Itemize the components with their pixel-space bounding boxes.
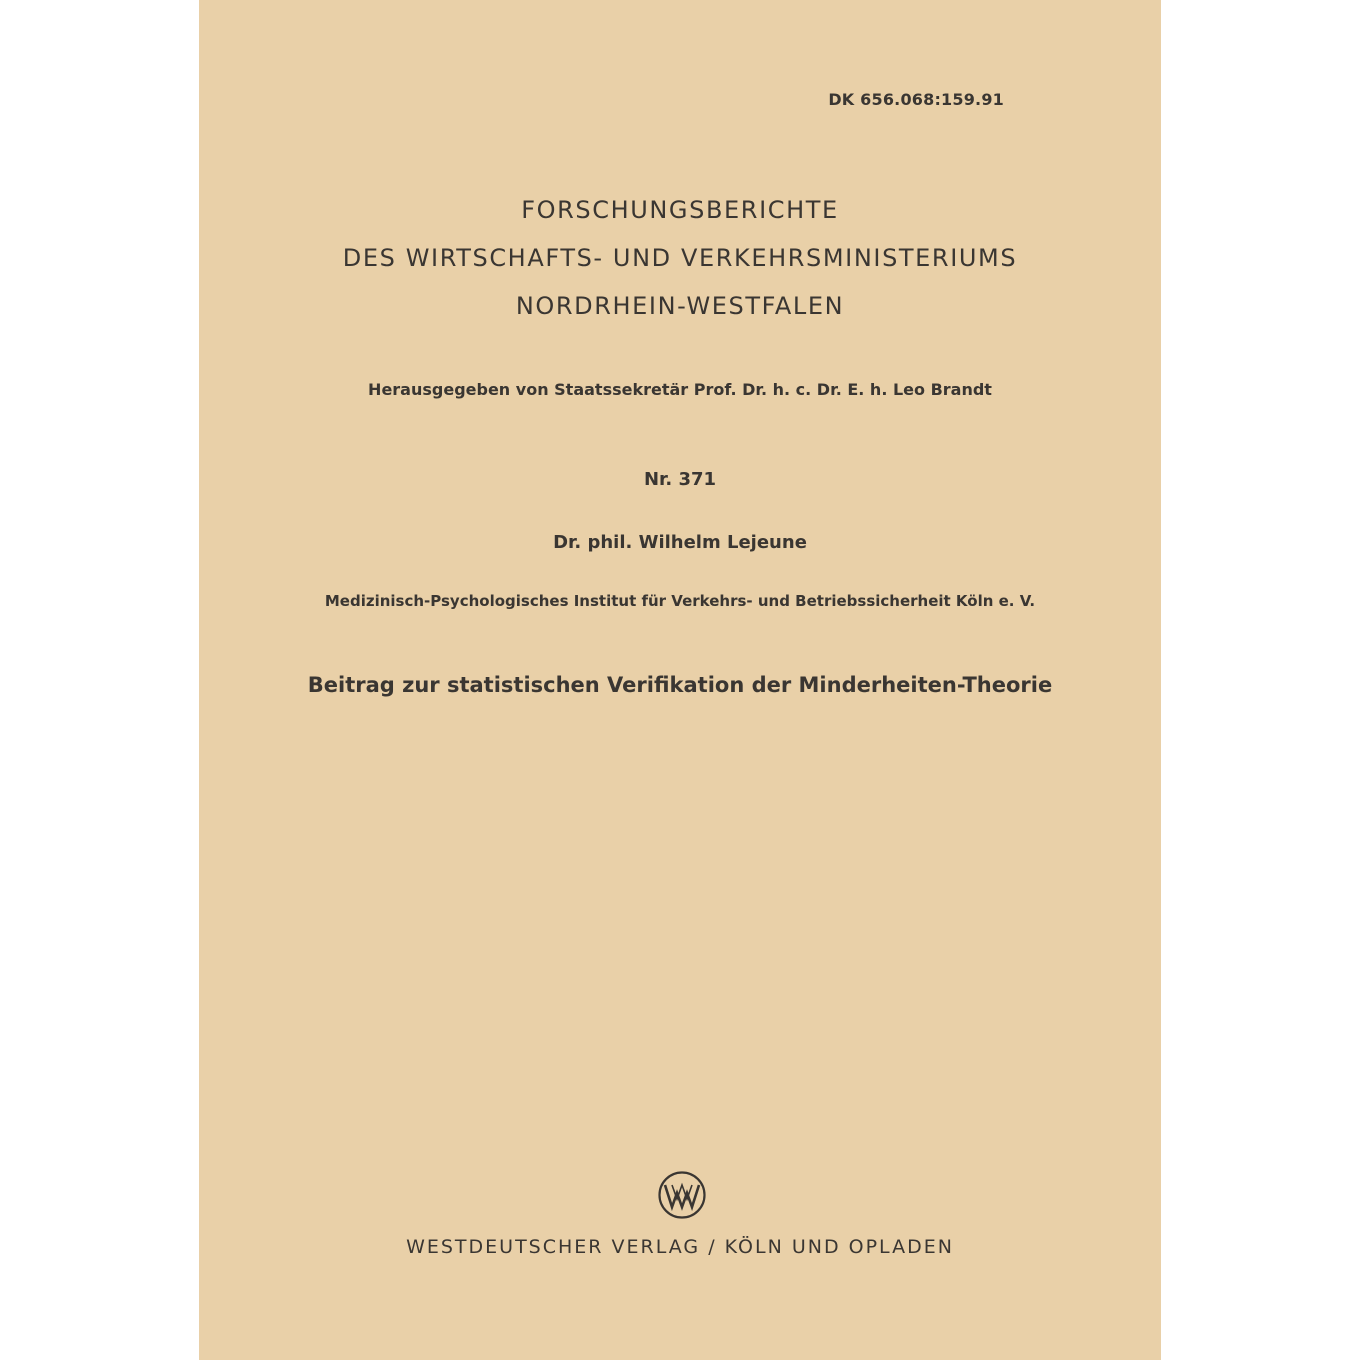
publisher-imprint: WESTDEUTSCHER VERLAG / KÖLN UND OPLADEN — [406, 1236, 954, 1258]
series-title-line-2: DES WIRTSCHAFTS- UND VERKEHRSMINISTERIUMS — [342, 244, 1018, 272]
series-title-line-1: FORSCHUNGSBERICHTE — [521, 196, 839, 224]
book-cover — [199, 0, 1161, 1360]
classification-code: DK 656.068:159.91 — [828, 90, 1004, 109]
editor-line: Herausgegeben von Staatssekretär Prof. Dr. h. c. Dr. E. h. Leo Brandt — [368, 380, 992, 399]
author-name: Dr. phil. Wilhelm Lejeune — [553, 532, 807, 553]
series-title-line-3: NORDRHEIN-WESTFALEN — [515, 292, 845, 320]
volume-number: Nr. 371 — [643, 469, 717, 490]
publisher-logo-icon — [657, 1170, 707, 1220]
book-title: Beitrag zur statistischen Verifikation der Minderheiten-Theorie — [307, 673, 1053, 697]
author-institute: Medizinisch-Psychologisches Institut für Verkehrs- und Betriebssicherheit Köln e. V. — [324, 592, 1036, 610]
